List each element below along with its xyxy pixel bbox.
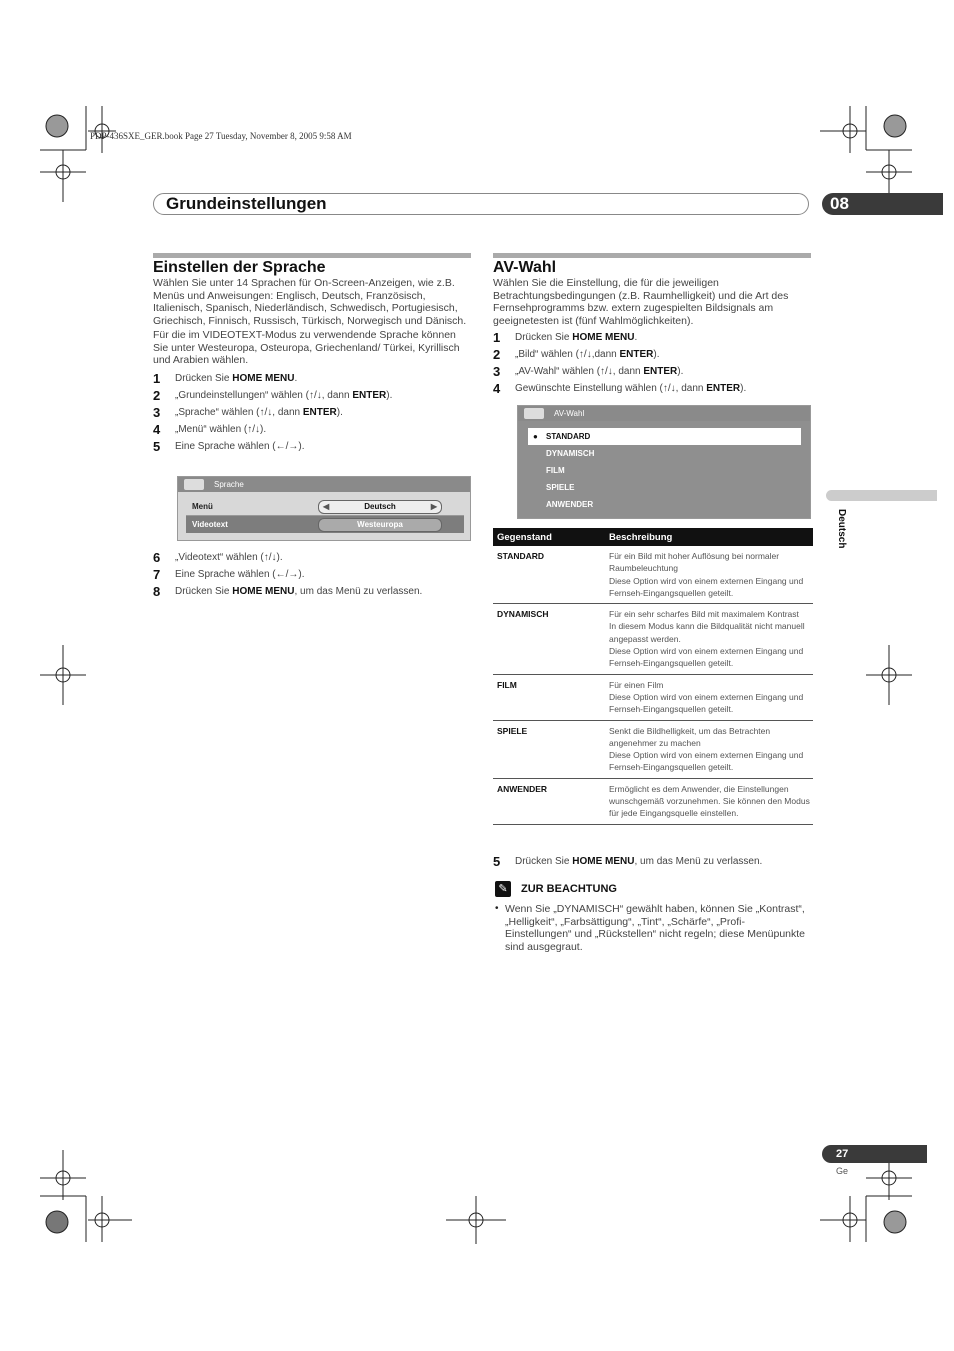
step-number: 4 — [493, 381, 501, 396]
button-name: ENTER — [302, 406, 337, 418]
step-item: 6 „Videotext“ wählen (↑/↓). — [153, 550, 283, 565]
osd-title-text: Sprache — [214, 480, 244, 489]
button-name: HOME MENU — [572, 332, 635, 343]
column-header: Beschreibung — [605, 528, 813, 546]
arrow-left-icon: ◀ — [323, 502, 330, 511]
osd-row-label: Menü — [192, 502, 213, 511]
note-box — [495, 881, 811, 953]
osd-body — [178, 492, 470, 533]
section-rule — [153, 253, 471, 258]
mode-name: FILM — [493, 674, 605, 720]
osd-value-videotext[interactable]: Westeuropa — [318, 518, 442, 532]
table-row — [493, 720, 813, 778]
step-list-2 — [153, 549, 471, 600]
button-name: ENTER — [352, 389, 387, 401]
note-item — [495, 903, 811, 953]
section-heading: Einstellen der Sprache — [153, 259, 326, 276]
mode-name: STANDARD — [493, 546, 605, 604]
step-number: 1 — [493, 330, 501, 345]
print-header: PDP-436SXE_GER.book Page 27 Tuesday, November 8, 2005 9:58 AM — [90, 131, 352, 141]
language-tab — [826, 490, 937, 501]
language-label: Deutsch — [836, 509, 847, 549]
bullet-icon: • — [495, 903, 499, 914]
step-number: 8 — [153, 584, 161, 599]
mode-description: Senkt die Bildhelligkeit, um das Betrachten angenehmer zu machen Diese Option wird von einem externen Eingang und Fernseh-Eingangsquellen geteilt. — [605, 720, 813, 778]
button-name: HOME MENU — [232, 586, 295, 597]
right-column — [493, 259, 811, 397]
av-option[interactable]: SPIELE — [546, 483, 575, 492]
step-number: 2 — [153, 387, 161, 403]
osd-title — [518, 406, 810, 421]
osd-value-text: Deutsch — [364, 502, 396, 511]
button-name: ENTER — [643, 366, 678, 377]
mode-name: ANWENDER — [493, 778, 605, 824]
osd-row-videotext[interactable] — [186, 516, 464, 533]
mode-description: Für ein Bild mit hoher Auflösung bei normaler Raumbeleuchtung Diese Option wird von einem externen Eingang und Fernseh-Eingangsquellen geteilt. — [605, 546, 813, 604]
step-list — [493, 329, 811, 397]
page-number: 27 — [836, 1148, 849, 1160]
step-number: 5 — [493, 854, 501, 869]
button-name: ENTER — [619, 349, 654, 360]
osd-title — [178, 477, 470, 492]
step-item: 5 Eine Sprache wählen (←/→). — [153, 438, 305, 454]
step-list-final — [493, 853, 823, 870]
step-number: 3 — [153, 404, 161, 420]
osd-av-list — [518, 421, 810, 518]
column-header: Gegenstand — [493, 528, 605, 546]
section-heading: AV-Wahl — [493, 259, 557, 276]
osd-sprache — [177, 476, 471, 541]
mode-name: SPIELE — [493, 720, 605, 778]
note-title: ZUR BEACHTUNG — [521, 883, 617, 895]
step-list — [153, 370, 471, 455]
step-item: 8 Drücken Sie HOME MENU, um das Menü zu verlassen. — [153, 584, 423, 599]
step-number: 1 — [153, 370, 161, 386]
av-option[interactable]: DYNAMISCH — [546, 449, 595, 458]
osd-value-menu[interactable] — [318, 500, 442, 514]
osd-row-menu[interactable] — [186, 498, 464, 516]
table-row — [493, 674, 813, 720]
osd-row-label: Videotext — [192, 520, 228, 529]
table-row — [493, 778, 813, 824]
note-pencil-icon: ✎ — [495, 881, 511, 897]
step-number: 5 — [153, 438, 161, 454]
button-name: HOME MENU — [572, 856, 635, 867]
step-item: 2 „Bild“ wählen (↑/↓,dann ENTER). — [493, 347, 660, 362]
chapter-title: Grundeinstellungen — [166, 194, 327, 213]
step-item: 1 Drücken Sie HOME MENU. — [493, 330, 638, 345]
step-item: 4 Gewünschte Einstellung wählen (↑/↓, dann ENTER). — [493, 381, 747, 396]
step-item: 4 „Menü“ wählen (↑/↓). — [153, 421, 267, 437]
mode-table — [493, 528, 813, 825]
av-option[interactable]: FILM — [546, 466, 565, 475]
step-item: 2 „Grundeinstellungen“ wählen (↑/↓, dann ENTER). — [153, 387, 393, 403]
step-item: 5 Drücken Sie HOME MENU, um das Menü zu verlassen. — [493, 854, 763, 869]
step-item: 3 „Sprache“ wählen (↑/↓, dann ENTER). — [153, 404, 343, 420]
table-row — [493, 546, 813, 604]
chapter-number: 08 — [830, 194, 849, 213]
step-number: 4 — [153, 421, 161, 437]
av-intro-paragraph: Wählen Sie die Einstellung, die für die jeweiligen Betrachtungsbedingungen (z.B. Raumhelligkeit) und die Art des Fernsehprogramms bzw. extern zugespielten Bildsignals am geeignetesten ist (fünf Wahlmöglichkeiten). — [493, 277, 789, 327]
button-name: HOME MENU — [232, 372, 295, 384]
mode-description: Für ein sehr scharfes Bild mit maximalem Kontrast In diesem Modus kann die Bildqualität nicht manuell angepasst werden. Diese Option wird von einem externen Eingang und Fernseh-Eingangsquellen geteilt. — [605, 604, 813, 674]
intro-paragraph: Wählen Sie unter 14 Sprachen für On-Screen-Anzeigen, wie z.B. Menüs und Anweisungen: Englisch, Deutsch, Französisch, Italienisch, Spanisch, Niederländisch, Schwedisch, Portugiesisch, Griechisch, Finnisch, Russisch, Türkisch, Norwegisch und Dänisch. — [153, 277, 467, 327]
step-number: 3 — [493, 364, 501, 379]
step-item: 1 Drücken Sie HOME MENU. — [153, 370, 298, 386]
av-option[interactable]: ● STANDARD — [528, 428, 801, 445]
tv-icon — [524, 408, 544, 419]
button-name: ENTER — [706, 383, 741, 394]
arrow-right-icon: ▶ — [430, 502, 437, 511]
mode-description: Ermöglicht es dem Anwender, die Einstellungen wunschgemäß vorzunehmen. Sie können den Modus für jede Eingangsquelle einstellen. — [605, 778, 813, 824]
step-number: 2 — [493, 347, 501, 362]
table-row — [493, 604, 813, 674]
step-item: 3 „AV-Wahl“ wählen (↑/↓, dann ENTER). — [493, 364, 684, 379]
osd-av-wahl — [517, 405, 811, 519]
step-number: 6 — [153, 550, 161, 565]
videotext-paragraph: Für die im VIDEOTEXT-Modus zu verwendende Sprache können Sie unter Westeuropa, Osteuropa, Griechenland/ Türkei, Kyrillisch und Arabien wählen. — [153, 329, 460, 366]
section-rule — [493, 253, 811, 258]
tv-icon — [184, 479, 204, 490]
mode-name: DYNAMISCH — [493, 604, 605, 674]
page-language-code: Ge — [836, 1166, 849, 1176]
step-item: 7 Eine Sprache wählen (←/→). — [153, 567, 305, 582]
osd-title-text: AV-Wahl — [554, 409, 585, 418]
left-column — [153, 259, 471, 455]
step-number: 7 — [153, 567, 161, 582]
note-header — [495, 881, 811, 897]
note-text: Wenn Sie „DYNAMISCH“ gewählt haben, können Sie „Kontrast“, „Helligkeit“, „Farbsättigung“, „Tint“, „Schärfe“, „Profi-Einstellungen“ und „Rückstellen“ nicht regeln; diese Menüpunkte sind ausgegraut. — [505, 903, 806, 953]
av-option[interactable]: ANWENDER — [546, 500, 594, 509]
mode-description: Für einen Film Diese Option wird von einem externen Eingang und Fernseh-Eingangsquellen geteilt. — [605, 674, 813, 720]
